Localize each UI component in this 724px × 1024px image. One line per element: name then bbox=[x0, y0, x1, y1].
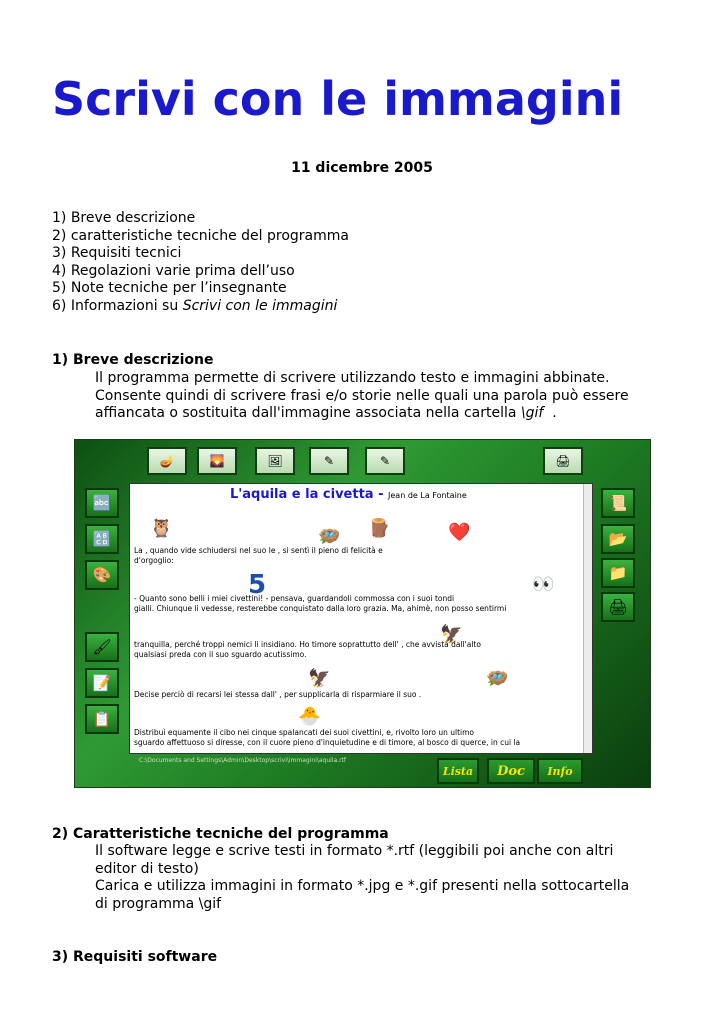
owl-icon: 🦉 bbox=[150, 518, 173, 539]
line-italic: \gif bbox=[520, 405, 544, 421]
log-icon: 🪵 bbox=[368, 518, 391, 539]
heart-icon: ❤️ bbox=[448, 522, 471, 543]
info-button[interactable]: Info bbox=[537, 758, 583, 784]
eagle-icon: 🦅 bbox=[308, 668, 331, 689]
story-line: tranquilla, perché troppi nemici li insidiano. Ho timore soprattutto dell' , che avvista dall'alto bbox=[134, 640, 481, 649]
section-1-line: Consente quindi di scrivere frasi e/o storie nelle quali una parola può essere bbox=[95, 387, 629, 404]
brush-icon[interactable]: 🖌 bbox=[85, 632, 119, 662]
folder-open-icon[interactable]: 📂 bbox=[601, 524, 635, 554]
scroll-icon[interactable]: 📜 bbox=[601, 488, 635, 518]
toc-item-text: 6) Informazioni su bbox=[52, 297, 183, 314]
section-2-line: di programma \gif bbox=[95, 895, 222, 912]
text-card-2-icon[interactable]: ✎ bbox=[365, 447, 405, 475]
file-path: C:\Documents and Settings\Admin\Desktop\scrivi\immagini\aquila.rtf bbox=[139, 757, 347, 764]
toc-item: 5) Note tecniche per l’insegnante bbox=[52, 280, 287, 296]
colors-icon[interactable]: 🎨 bbox=[85, 560, 119, 590]
picture-icon[interactable]: 🖼 bbox=[255, 447, 295, 475]
printer-icon[interactable]: 🖨 bbox=[543, 447, 583, 475]
lamp-icon[interactable]: 🪔 bbox=[147, 447, 187, 475]
paste-icon[interactable]: 📋 bbox=[85, 704, 119, 734]
document-date: 11 dicembre 2005 bbox=[291, 160, 433, 176]
editor-scrollbar[interactable] bbox=[583, 484, 592, 753]
printer-icon[interactable]: 🖨 bbox=[601, 592, 635, 622]
text-card-icon[interactable]: ✎ bbox=[309, 447, 349, 475]
toc-item-italic: Scrivi con le immagini bbox=[182, 297, 338, 314]
story-line: gialli. Chiunque li vedesse, resterebbe conquistato dalla loro grazia. Ma, ahimè, non posso sentirmi bbox=[134, 604, 507, 613]
story-line: Decise perciò di recarsi lei stessa dall' , per supplicarla di risparmiare il suo . bbox=[134, 690, 422, 699]
document-editor[interactable] bbox=[129, 483, 593, 754]
toc-item: 1) Breve descrizione bbox=[52, 210, 196, 226]
story-line: qualsiasi preda con il suo sguardo acutissimo. bbox=[134, 650, 307, 659]
abc-shapes-icon[interactable]: 🔠 bbox=[85, 524, 119, 554]
section-2-line: editor di testo) bbox=[95, 860, 199, 877]
line-text: affiancata o sostituita dall'immagine associata nella cartella bbox=[95, 405, 521, 421]
story-line: La , quando vide schiudersi nel suo le , si sentì il pieno di felicità e bbox=[134, 546, 383, 555]
story-author: Jean de La Fontaine bbox=[388, 491, 467, 500]
story-line: sguardo affettuoso si diresse, con il cuore pieno d'inquietudine e di timore, al bosco di querce, in cui la bbox=[134, 738, 521, 747]
table-of-contents bbox=[52, 210, 349, 315]
document-title: Scrivi con le immagini bbox=[52, 72, 624, 126]
section-2-heading: 2) Caratteristiche tecniche del programma bbox=[52, 826, 389, 842]
doc-button[interactable]: Doc bbox=[487, 758, 535, 784]
notes-icon[interactable]: 📝 bbox=[85, 668, 119, 698]
section-1-line: Il programma permette di scrivere utilizzando testo e immagini abbinate. bbox=[95, 370, 610, 386]
section-1-body bbox=[95, 370, 675, 423]
app-screenshot bbox=[74, 439, 651, 788]
story-title bbox=[230, 487, 467, 502]
story-title-text: L'aquila e la civetta - bbox=[230, 487, 389, 502]
number-five-icon: 5 bbox=[248, 570, 267, 600]
toc-item: 4) Regolazioni varie prima dell’uso bbox=[52, 262, 295, 279]
eyes-icon: 👀 bbox=[532, 574, 555, 595]
section-1-heading: 1) Breve descrizione bbox=[52, 352, 214, 368]
line-text: . bbox=[543, 405, 557, 421]
eagle-icon: 🦅 bbox=[440, 624, 463, 645]
story-line: - Quanto sono belli i miei civettini! - pensava, guardandoli commossa con i suoi tondi bbox=[134, 594, 455, 603]
story-line: Distribuì equamente il cibo nei cinque spalancati dei suoi civettini, e, rivolto loro un ultimo bbox=[134, 728, 474, 737]
toc-item: 3) Requisiti tecnici bbox=[52, 245, 182, 261]
toc-item: 2) caratteristiche tecniche del programma bbox=[52, 227, 349, 244]
section-2-line: Il software legge e scrive testi in formato *.rtf (leggibili poi anche con altri bbox=[95, 843, 614, 859]
lista-button[interactable]: Lista bbox=[437, 758, 479, 784]
beaks-icon: 🐣 bbox=[298, 706, 321, 727]
nest-icon: 🪺 bbox=[486, 668, 509, 689]
section-1-line bbox=[95, 405, 675, 423]
section-2-body bbox=[95, 843, 675, 913]
letters-icon[interactable]: 🔤 bbox=[85, 488, 119, 518]
toc-item bbox=[52, 298, 349, 316]
landscape-icon[interactable]: 🌄 bbox=[197, 447, 237, 475]
nest-icon: 🪺 bbox=[318, 526, 341, 547]
section-2-line: Carica e utilizza immagini in formato *.jpg e *.gif presenti nella sottocartella bbox=[95, 878, 630, 894]
folder-icon[interactable]: 📁 bbox=[601, 558, 635, 588]
story-line: d'orgoglio: bbox=[134, 556, 174, 565]
section-3-heading: 3) Requisiti software bbox=[52, 949, 218, 965]
